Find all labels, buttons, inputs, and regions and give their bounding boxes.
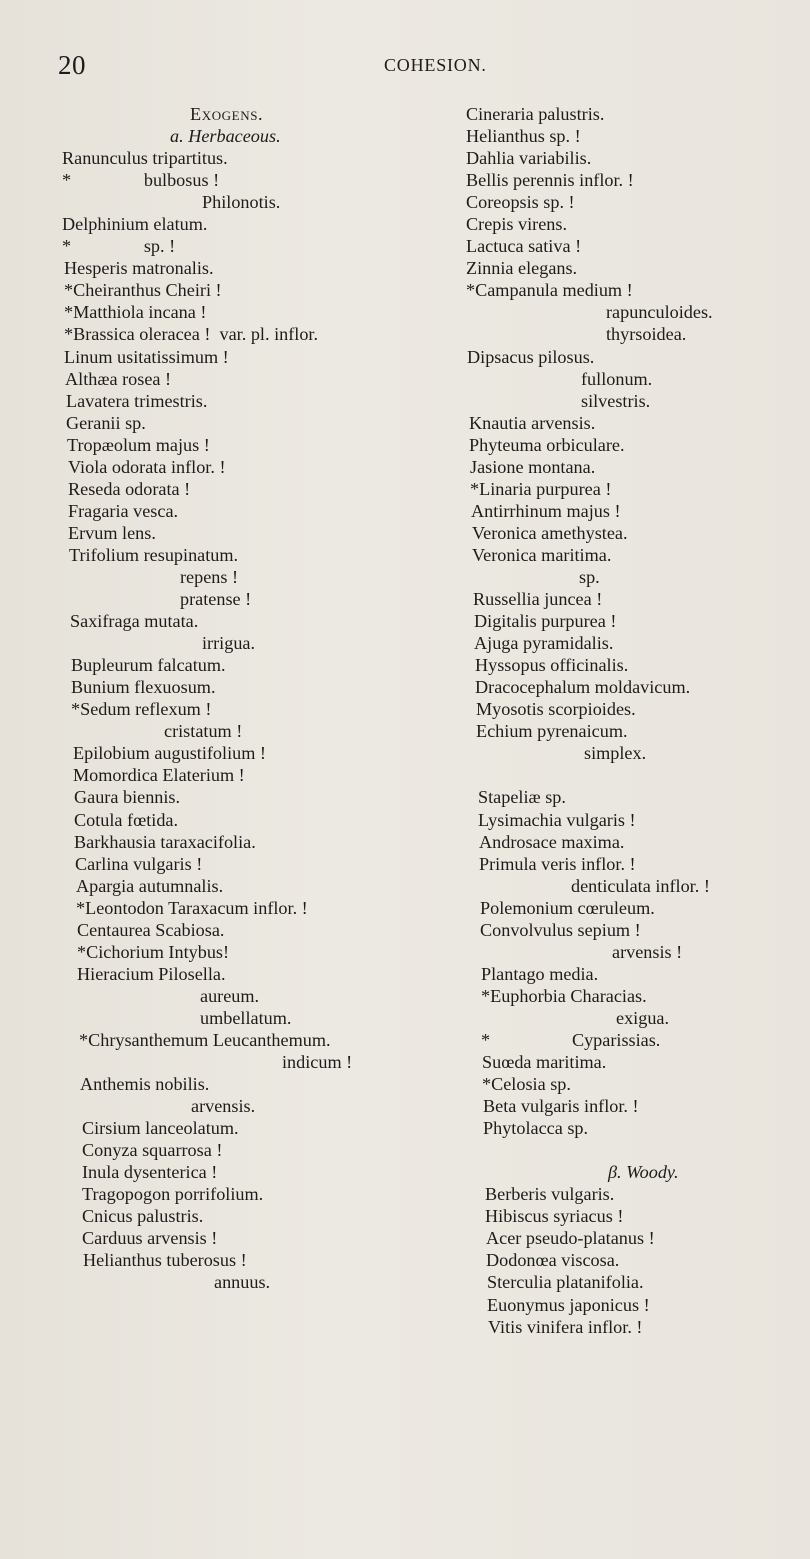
species-entry: Barkhausia taraxacifolia. [74,831,256,852]
species-entry: Tropæolum majus ! [67,434,210,455]
species-entry: Digitalis purpurea ! [474,611,617,632]
species-entry: Hyssopus officinalis. [475,655,629,676]
species-entry: Anthemis nobilis. [80,1074,210,1095]
species-entry: Helianthus sp. ! [466,126,581,147]
species-entry: fullonum. [581,368,653,389]
species-entry: Viola odorata inflor. ! [68,456,226,477]
species-entry: exigua. [616,1007,670,1028]
species-entry: *Sedum reflexum ! [71,699,212,720]
species-entry: Zinnia elegans. [466,258,578,279]
species-entry: Reseda odorata ! [68,478,191,499]
species-entry: Althæa rosea ! [65,368,172,389]
species-entry: Trifolium resupinatum. [69,544,239,565]
species-entry: Carlina vulgaris ! [75,853,203,874]
species-entry: Dodonœa viscosa. [486,1250,620,1271]
section-heading: Exogens. [190,104,264,124]
species-entry: sp. [579,566,600,587]
species-entry: silvestris. [581,390,651,411]
species-entry: Gaura biennis. [74,787,181,808]
section-gap [466,1139,801,1161]
species-entry: Ranunculus tripartitus. [62,148,228,169]
species-entry: Fragaria vesca. [68,500,179,521]
species-entry: Veronica amethystea. [472,522,628,543]
species-entry: * bulbosus ! [62,170,220,191]
species-entry: Androsace maxima. [479,831,625,852]
species-entry: Dracocephalum moldavicum. [475,677,691,698]
species-entry: Euonymus japonicus ! [487,1294,650,1315]
species-entry: irrigua. [202,633,256,654]
species-entry: Sterculia platanifolia. [487,1272,644,1293]
species-entry: Ajuga pyramidalis. [474,633,614,654]
species-entry: denticulata inflor. ! [571,875,710,896]
species-entry: Carduus arvensis ! [82,1228,218,1249]
species-entry: *Leontodon Taraxacum inflor. ! [76,897,308,918]
species-entry: * sp. ! [62,236,176,257]
species-entry: Antirrhinum majus ! [471,500,621,521]
species-entry: Polemonium cœruleum. [480,897,655,918]
species-entry: Knautia arvensis. [469,412,596,433]
species-entry: * Cyparissias. [481,1029,661,1050]
species-entry: Conyza squarrosa ! [82,1140,223,1161]
species-entry: cristatum ! [164,721,243,742]
species-entry: Plantago media. [481,963,599,984]
species-entry: Phytolacca sp. [483,1118,589,1139]
species-entry: Berberis vulgaris. [485,1184,615,1205]
species-entry: Lactuca sativa ! [466,236,582,257]
species-entry: Hieracium Pilosella. [77,963,226,984]
species-entry: Geranii sp. [66,412,146,433]
species-entry: Dahlia variabilis. [466,148,592,169]
species-entry: Cineraria palustris. [466,104,605,124]
species-entry: *Campanula medium ! [466,280,633,301]
species-entry: Veronica maritima. [472,544,612,565]
species-entry: Coreopsis sp. ! [466,192,575,213]
species-entry: Jasione montana. [470,456,596,477]
species-entry: arvensis. [191,1096,256,1117]
species-entry: thyrsoidea. [606,324,687,345]
species-entry: Dipsacus pilosus. [467,346,595,367]
species-entry: Crepis virens. [466,214,568,235]
species-entry: Vitis vinifera inflor. ! [488,1316,643,1337]
species-entry: Convolvulus sepium ! [480,919,641,940]
running-title: COHESION. [384,55,487,75]
species-entry: arvensis ! [612,941,683,962]
species-entry: Hesperis matronalis. [64,258,214,279]
species-entry: *Chrysanthemum Leucanthemum. [79,1029,331,1050]
species-entry: Acer pseudo-platanus ! [486,1228,655,1249]
species-entry: Momordica Elaterium ! [73,765,245,786]
species-entry: Myosotis scorpioides. [476,699,636,720]
species-entry: Apargia autumnalis. [76,875,224,896]
species-entry: aureum. [200,985,260,1006]
species-entry: Philonotis. [202,192,281,213]
species-entry: Epilobium augustifolium ! [73,743,266,764]
species-entry: Russellia juncea ! [473,589,603,610]
species-entry: Hibiscus syriacus ! [485,1206,624,1227]
species-entry: repens ! [180,566,239,587]
species-entry: Stapeliæ sp. [478,787,566,808]
species-entry: Saxifraga mutata. [70,611,199,632]
species-entry: Centaurea Scabiosa. [77,919,225,940]
right-species-column [466,103,801,1338]
species-entry: Suœda maritima. [482,1052,607,1073]
species-entry: pratense ! [180,589,252,610]
species-entry: *Cheiranthus Cheiri ! [64,280,222,301]
species-entry: *Linaria purpurea ! [470,478,612,499]
species-entry: *Brassica oleracea ! var. pl. inflor. [64,324,319,345]
species-entry: Bunium flexuosum. [71,677,216,698]
species-entry: umbellatum. [200,1007,292,1028]
species-entry: Ervum lens. [68,522,156,543]
species-entry: *Euphorbia Characias. [481,985,647,1006]
species-entry: annuus. [214,1272,271,1293]
species-entry: Bupleurum falcatum. [71,655,226,676]
species-entry: Helianthus tuberosus ! [83,1250,247,1271]
left-species-column [62,103,457,1294]
species-entry: Phyteuma orbiculare. [469,434,625,455]
species-entry: simplex. [584,743,647,764]
species-entry: Lavatera trimestris. [66,390,208,411]
species-entry: *Cichorium Intybus! [77,941,230,962]
species-entry: Cirsium lanceolatum. [82,1118,239,1139]
species-entry: Bellis perennis inflor. ! [466,170,634,191]
species-entry: rapunculoides. [606,302,713,323]
section-gap [466,764,801,786]
species-entry: Primula veris inflor. ! [479,853,636,874]
species-entry: Lysimachia vulgaris ! [478,809,636,830]
species-entry: Linum usitatissimum ! [64,346,229,367]
species-entry: Beta vulgaris inflor. ! [483,1096,639,1117]
species-entry: Echium pyrenaicum. [476,721,628,742]
section-heading: β. Woody. [608,1162,679,1183]
species-entry: Tragopogon porrifolium. [82,1184,264,1205]
species-entry: indicum ! [282,1052,353,1073]
species-entry: Cnicus palustris. [82,1206,204,1227]
species-entry: *Matthiola incana ! [64,302,207,323]
section-heading: a. Herbaceous. [170,126,281,147]
species-entry: Cotula fœtida. [74,809,179,830]
species-entry: *Celosia sp. [482,1074,571,1095]
species-entry: Inula dysenterica ! [82,1162,218,1183]
page-number: 20 [58,50,86,80]
species-entry: Delphinium elatum. [62,214,208,235]
